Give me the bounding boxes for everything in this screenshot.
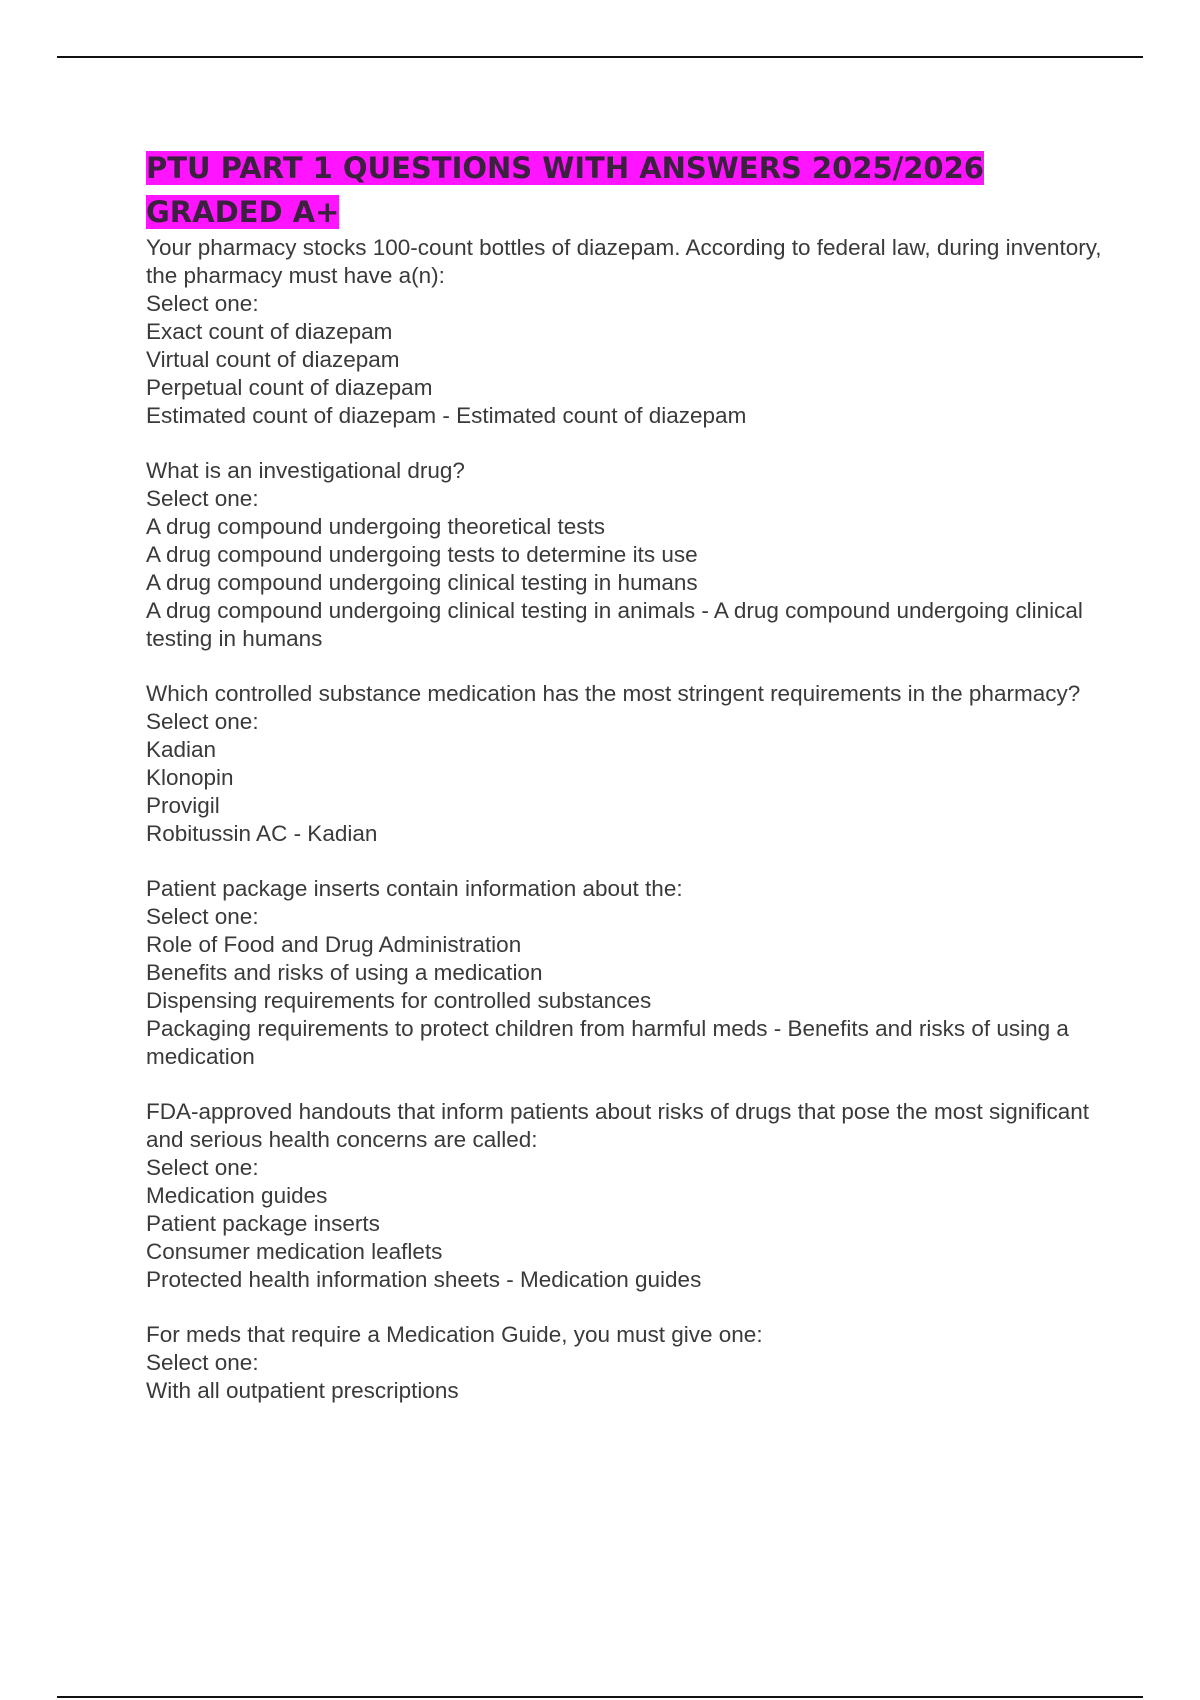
question-text: For meds that require a Medication Guide, you must give one: [146,1322,763,1347]
answer-option: Kadian [146,737,217,762]
question-block-1 [146,234,1106,430]
answer-option: Provigil [146,793,220,818]
answer-option: A drug compound undergoing tests to determine its use [146,542,698,567]
answer-option: Protected health information sheets - Medication guides [146,1267,702,1292]
answer-option: Packaging requirements to protect children from harmful meds - Benefits and risks of using a medication [146,1016,1069,1069]
select-label: Select one: [146,1155,259,1180]
select-label: Select one: [146,486,259,511]
question-text: FDA-approved handouts that inform patients about risks of drugs that pose the most significant and serious health concerns are called: [146,1099,1090,1152]
select-label: Select one: [146,709,259,734]
question-text: Which controlled substance medication has the most stringent requirements in the pharmacy? [146,681,1081,706]
answer-option: Consumer medication leaflets [146,1239,443,1264]
select-label: Select one: [146,291,259,316]
answer-option: A drug compound undergoing clinical testing in humans [146,570,698,595]
answer-option: Klonopin [146,765,234,790]
answer-option: Virtual count of diazepam [146,347,400,372]
answer-option: Medication guides [146,1183,328,1208]
question-text: Patient package inserts contain information about the: [146,876,683,901]
question-text: Your pharmacy stocks 100-count bottles of diazepam. According to federal law, during inventory, the pharmacy must have a(n): [146,235,1102,288]
answer-option: Exact count of diazepam [146,319,393,344]
question-block-3 [146,680,1106,848]
select-label: Select one: [146,904,259,929]
select-label: Select one: [146,1350,259,1375]
answer-option: Benefits and risks of using a medication [146,960,543,985]
answer-option: Perpetual count of diazepam [146,375,433,400]
answer-option: A drug compound undergoing clinical testing in animals - A drug compound undergoing clinical testing in humans [146,598,1083,651]
question-block-2 [146,457,1106,653]
answer-option: Robitussin AC - Kadian [146,821,378,846]
question-text: What is an investigational drug? [146,458,465,483]
header-rule [57,56,1143,58]
document-title: PTU PART 1 QUESTIONS WITH ANSWERS 2025/2026 GRADED A+ [146,151,984,229]
answer-option: Dispensing requirements for controlled substances [146,988,652,1013]
answer-option: A drug compound undergoing theoretical tests [146,514,606,539]
answer-option: With all outpatient prescriptions [146,1378,459,1403]
document-body [146,146,1106,1432]
answer-option: Role of Food and Drug Administration [146,932,522,957]
answer-option: Estimated count of diazepam - Estimated count of diazepam [146,403,747,428]
footer-rule [57,1696,1143,1698]
question-block-5 [146,1098,1106,1294]
question-block-6 [146,1321,1106,1405]
question-block-4 [146,875,1106,1071]
answer-option: Patient package inserts [146,1211,380,1236]
